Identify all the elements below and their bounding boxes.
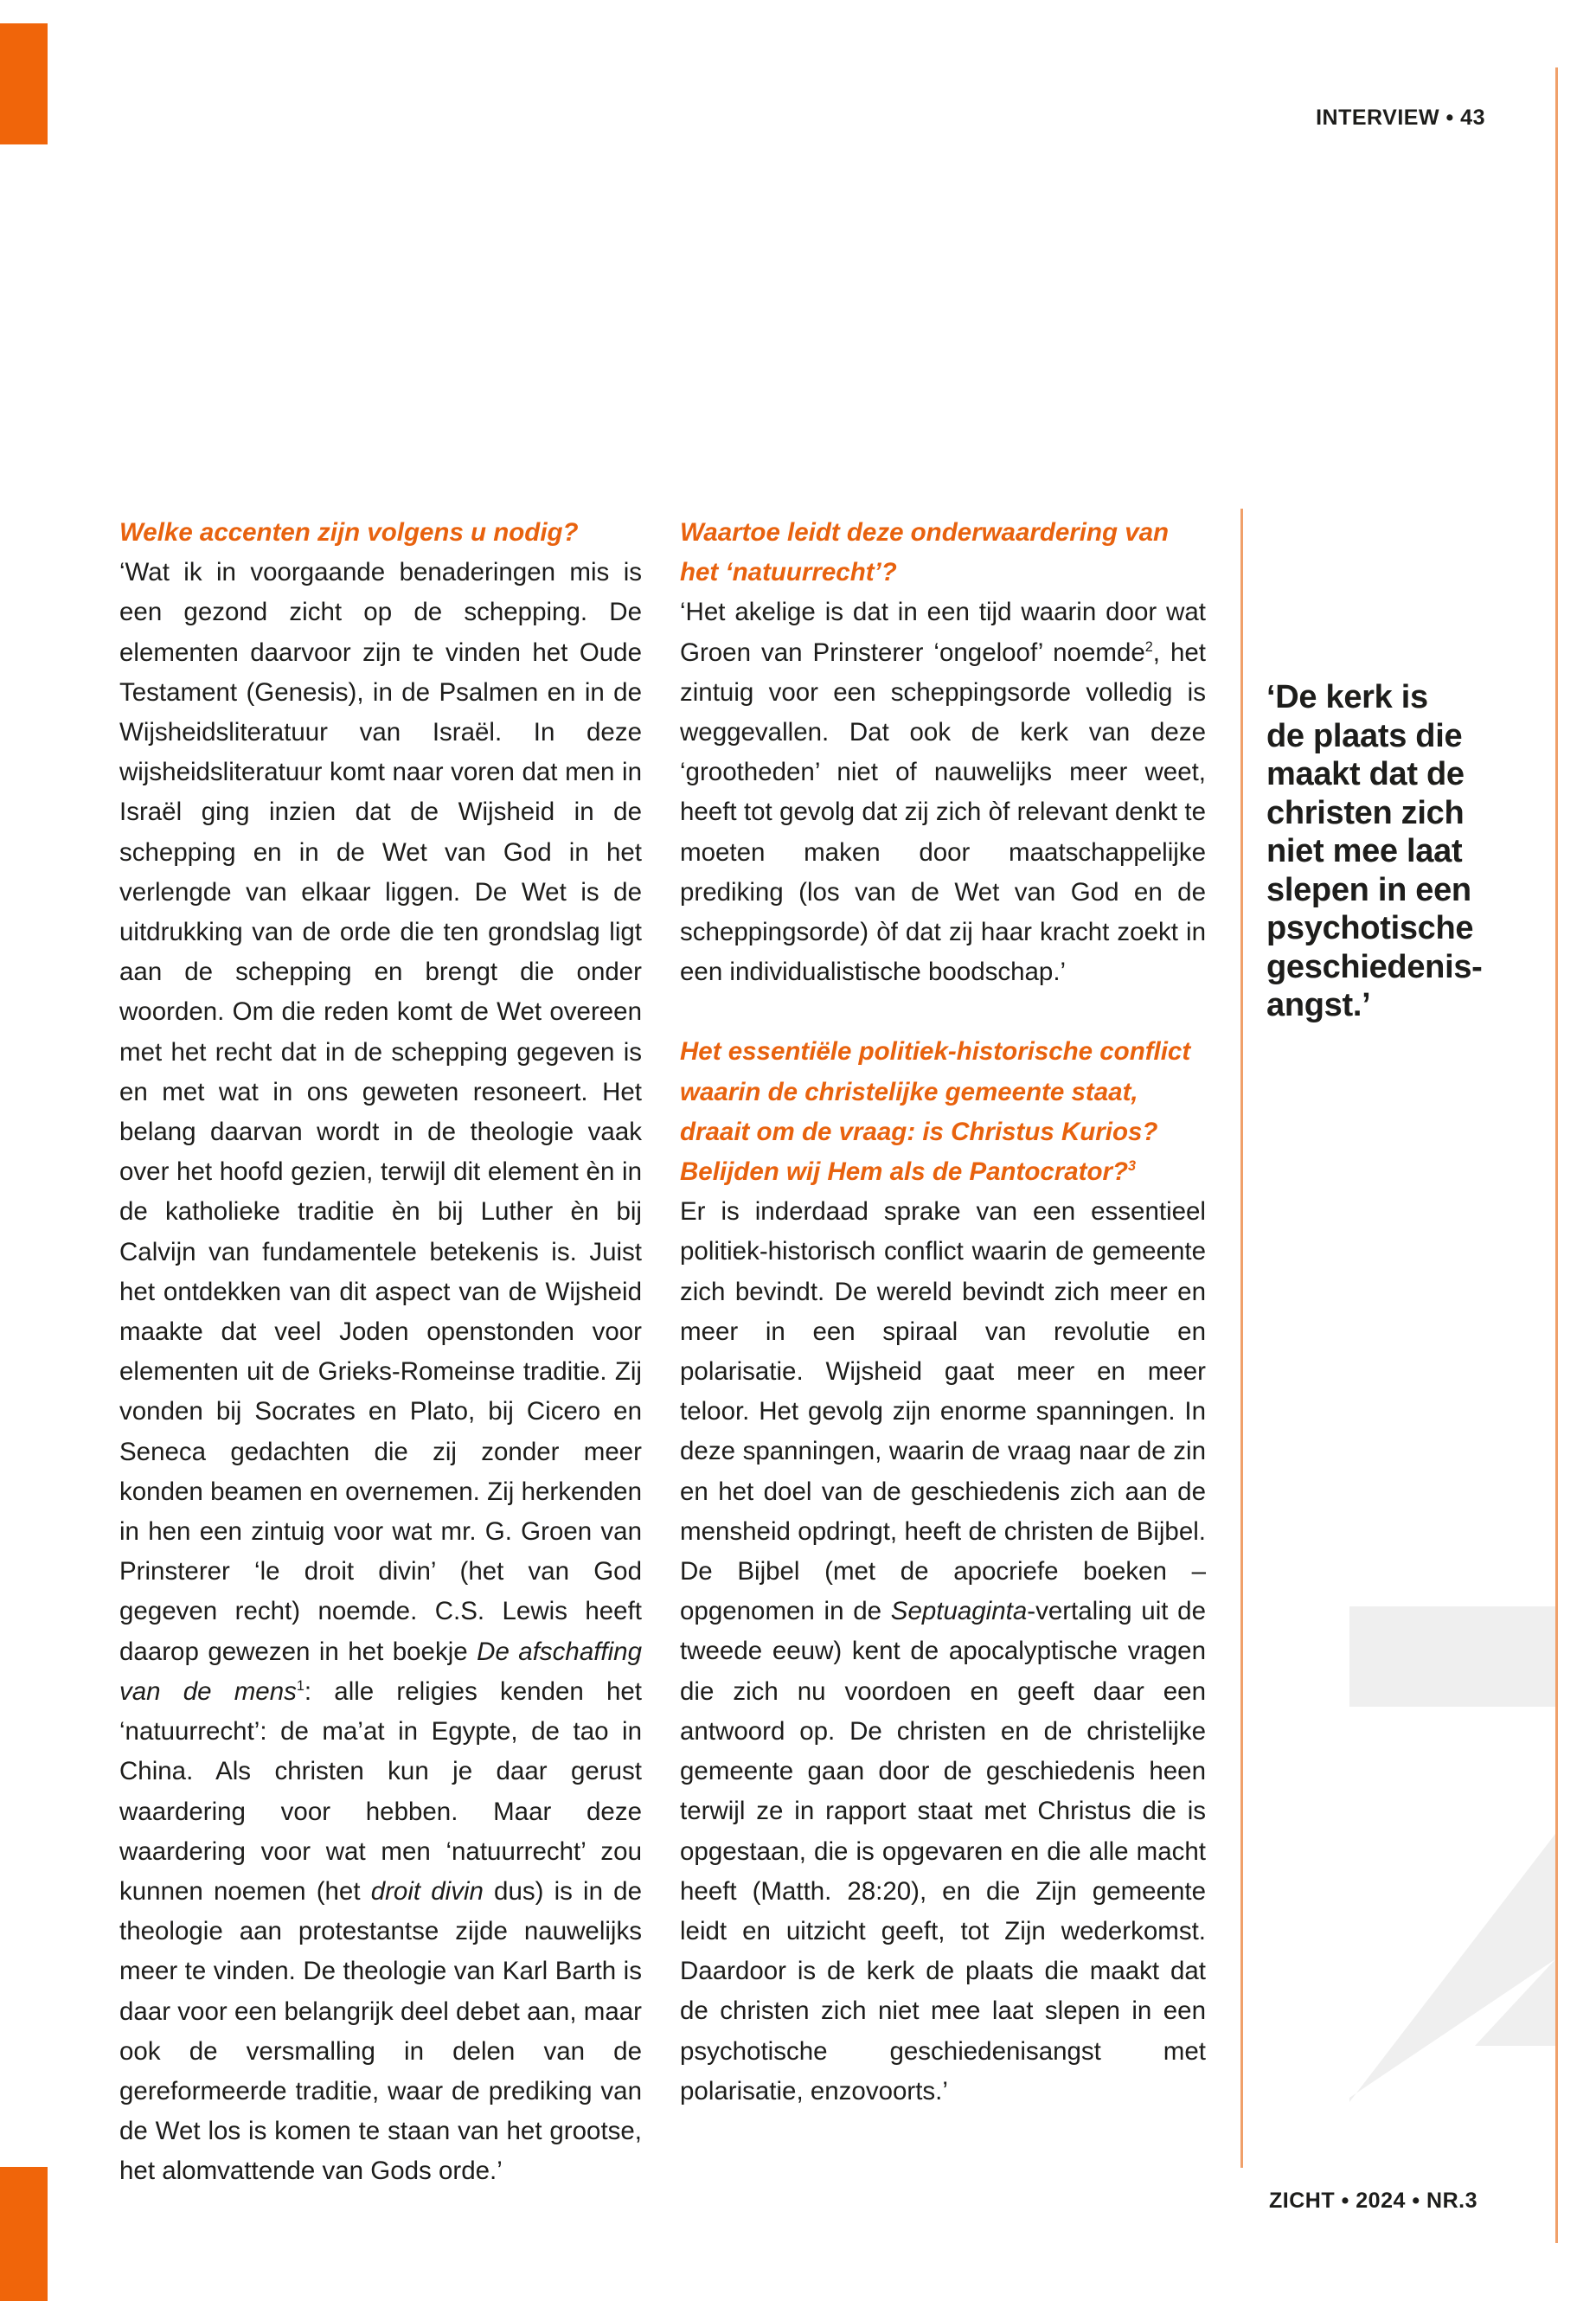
footnote-marker: 2 bbox=[1144, 638, 1153, 655]
pull-quote-line: angst.’ bbox=[1266, 987, 1371, 1023]
pull-quote-line: ‘De kerk is bbox=[1266, 679, 1428, 715]
footnote-marker: 3 bbox=[1128, 1158, 1137, 1175]
page-margin-rule bbox=[1555, 67, 1558, 2243]
term-droit-divin: droit divin bbox=[370, 1876, 484, 1906]
pull-quote-line: maakt dat de bbox=[1266, 756, 1465, 792]
answer-paragraph: ‘Wat ik in voorgaande benaderingen mis is een gezond zicht op de schepping. De elementen daarvoor zijn te vinden het Oude Testament (Genesis), in de Psalmen en in de Wijsheidsliteratuur van Israël. In deze wijsheidsliteratuur komt naar voren dat men in Israël ging inzien dat de Wijsheid in de schepping en in de Wet van God in het verlengde van elkaar liggen. De Wet is de uitdrukking van de orde die ten grondslag ligt aan de schepping en brengt die onder woorden. Om die reden komt de Wet overeen met het recht dat in de schepping gegeven is en met wat in ons geweten resoneert. Het belang daarvan wordt in de theologie vaak over het hoofd gezien, terwijl dit element èn in de katholieke traditie èn bij Luther èn bij Calvijn van fundamentele betekenis is. Juist het ontdekken van dit aspect van de Wijsheid maakte dat veel Joden openstonden voor elementen uit de Grieks-Romeinse traditie. Zij vonden bij Socrates en Plato, bij Cicero en Seneca gedachten die zij zonder meer konden beamen en overnemen. Zij herkenden in hen een zintuig voor wat mr. G. Groen van Prinsterer ‘le droit divin’ (het van God gegeven recht) noemde. C.S. Lewis heeft daarop gewezen in het boekje De afschaffing van de mens$^1$: alle religies kenden het ‘natuurrecht’: de ma’at in Egypte, de tao in China. Als christen kun je daar gerust waardering voor hebben. Maar deze waardering voor wat men ‘natuurrecht’ zou kunnen noemen (het droit divin dus) is in de theologie aan protestantse zijde nauwelijks meer te vinden. De theologie van Karl Barth is daar voor een belangrijk deel debet aan, maar ook de versmalling in delen van de gereformeerde traditie, waar de prediking van de Wet los is komen te staan van het grootse, het alomvattende van Gods orde.’ bbox=[119, 558, 642, 2186]
pull-quote-line: slepen in een bbox=[1266, 871, 1471, 908]
question-heading: Welke accenten zijn volgens u nodig? bbox=[119, 518, 579, 547]
question-heading: Waartoe leidt deze onderwaardering van het ‘natuurrecht’? bbox=[680, 518, 1170, 587]
left-column bbox=[119, 513, 642, 2192]
middle-column bbox=[680, 513, 1206, 2112]
running-head: INTERVIEW • 43 bbox=[1316, 106, 1485, 130]
column-divider-rule bbox=[1240, 509, 1243, 2168]
pull-quote-line: psychotische bbox=[1266, 910, 1474, 946]
pull-quote bbox=[1266, 678, 1535, 1025]
book-title: De afschaffing van de mens bbox=[119, 1637, 642, 1706]
answer-paragraph: ‘Het akelige is dat in een tijd waarin door wat Groen van Prinsterer ‘ongeloof’ noemde$^2$, het zintuig voor een scheppingsorde volledig is weggevallen. Dat ook de kerk van deze ‘grootheden’ niet of nauwelijks meer weet, heeft tot gevolg dat zij zich òf relevant denkt te moeten maken door maatschappelijke prediking (los van de Wet van God en de scheppingsorde) òf dat zij haar kracht zoekt in een individualistische boodschap.’ bbox=[680, 598, 1207, 987]
footnote-marker: 1 bbox=[296, 1678, 304, 1695]
pull-quote-line: niet mee laat bbox=[1266, 833, 1463, 869]
term-septuaginta: Septuaginta bbox=[890, 1597, 1028, 1626]
answer-paragraph: Er is inderdaad sprake van een essentieel politiek-historisch conflict waarin de gemeente zich bevindt. De wereld bevindt zich meer en meer in een spiraal van revolutie en polarisatie. Wijsheid gaat meer en meer teloor. Het gevolg zijn enorme spanningen. In deze spanningen, waarin de vraag naar de zin en het doel van de geschiedenis zich aan de mensheid opdringt, heeft de christen de Bijbel. De Bijbel (met de apocriefe boeken – opgenomen in de Septuaginta-vertaling uit de tweede eeuw) kent de apocalyptische vragen die zich nu voordoen en geeft daar een antwoord op. De christen en de christelijke gemeente gaan door de geschiedenis heen terwijl ze in rapport staat met Christus die is opgestaan, die is opgevaren en die alle macht heeft (Matth. 28:20), en die Zijn gemeente leidt en uitzicht geeft, tot Zijn wederkomst. Daardoor is de kerk de plaats die maakt dat de christen zich niet mee laat slepen in een psychotische geschiedenisangst met polarisatie, enzovoorts.’ bbox=[680, 1197, 1206, 2106]
pull-quote-line: geschiedenis- bbox=[1266, 948, 1483, 985]
pull-quote-line: christen zich bbox=[1266, 794, 1465, 831]
running-foot: ZICHT • 2024 • NR.3 bbox=[1269, 2189, 1477, 2213]
pull-quote-line: de plaats die bbox=[1266, 717, 1463, 754]
question-heading: Het essentiële politiek-historische conflict waarin de christelijke gemeente staat, draait om de vraag: is Christus Kurios? Belijden wij Hem als de Pantocrator?$^3$ bbox=[680, 1037, 1191, 1187]
